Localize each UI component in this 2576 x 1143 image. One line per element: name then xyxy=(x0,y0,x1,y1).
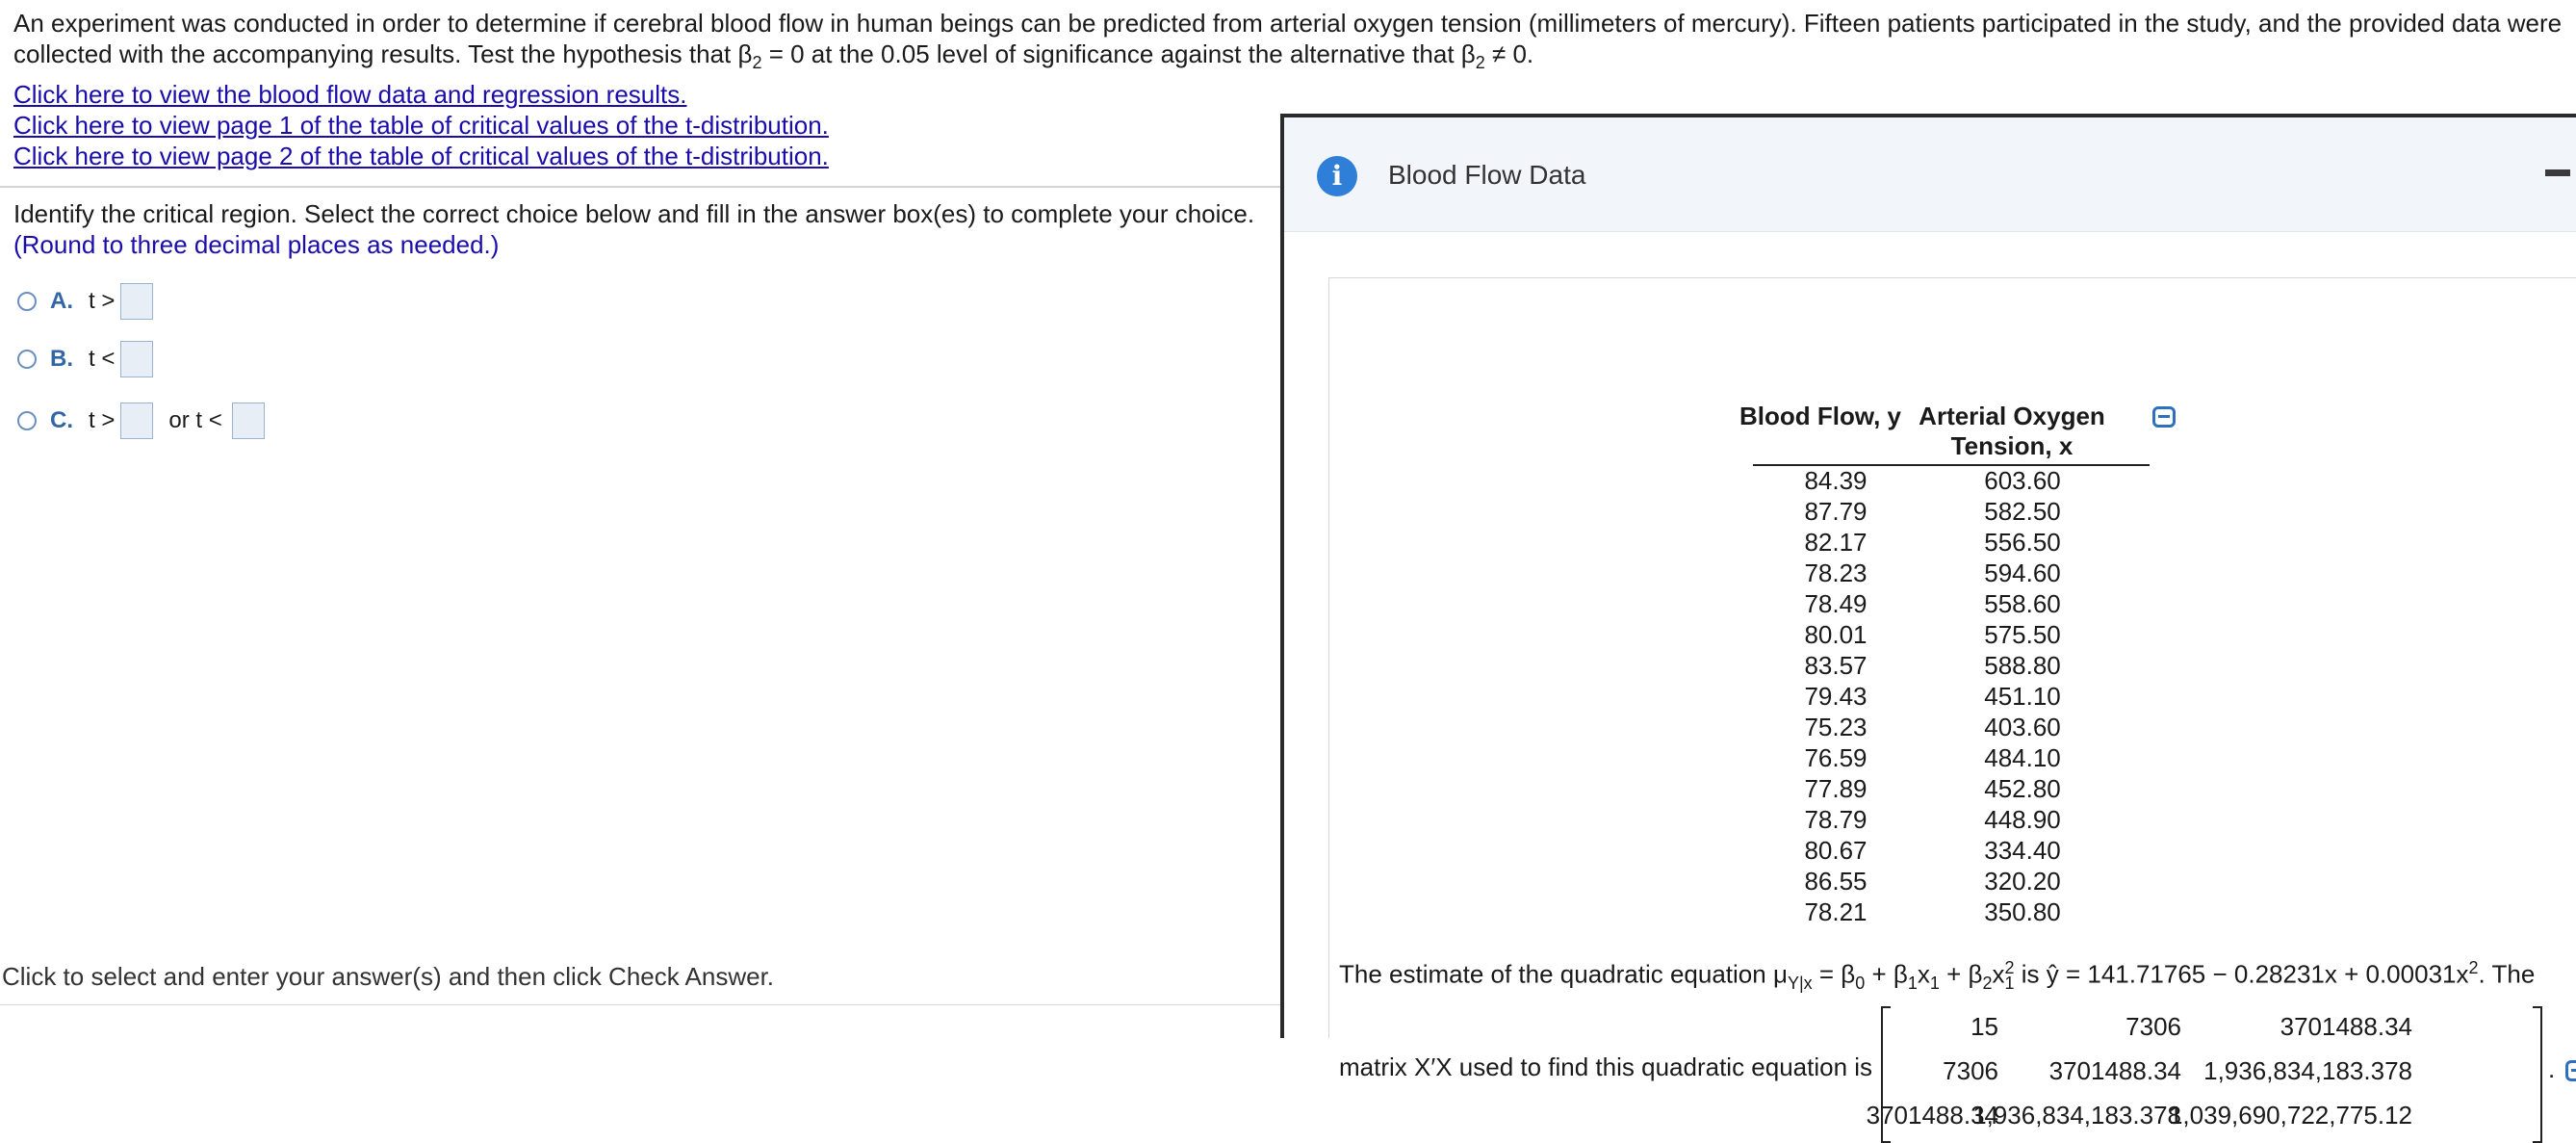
oxygen-cell: 451.10 xyxy=(1984,682,2061,711)
oxygen-cell: 403.60 xyxy=(1984,713,2061,741)
matrix-cell: 1,936,834,183.378 xyxy=(1972,1101,2181,1130)
blood-flow-cell: 80.67 xyxy=(1804,836,1868,865)
footer-divider xyxy=(0,1004,1280,1005)
matrix-copy-icon[interactable] xyxy=(2565,1060,2576,1081)
popup-title: Blood Flow Data xyxy=(1388,160,1586,190)
oxygen-cell: 558.60 xyxy=(1984,589,2061,618)
matrix-cell: 3701488.34 xyxy=(2280,1012,2412,1041)
matrix-cell: 3701488.34 xyxy=(1866,1101,1998,1130)
oxygen-cell: 320.20 xyxy=(1984,867,2061,896)
quadratic-equation: The estimate of the quadratic equation $\mu_{Y|x} = \beta_0 + \beta_1x_1 + \beta_2x^2_1$ is ŷ = $141.71765 - 0.28231x + 0.00031x^2$. The xyxy=(1339,958,2536,993)
oxygen-cell: 350.80 xyxy=(1984,897,2061,926)
blood-flow-cell: 75.23 xyxy=(1804,713,1868,741)
blood-flow-cell: 84.39 xyxy=(1804,466,1868,495)
blood-flow-column xyxy=(1759,465,1913,927)
matrix-cell: 3701488.34 xyxy=(2048,1056,2181,1085)
matrix-cell: 15 xyxy=(1971,1012,1998,1041)
choice-b[interactable]: B. t < xyxy=(17,341,159,377)
resource-links xyxy=(13,79,829,171)
blood-flow-cell: 78.49 xyxy=(1804,589,1868,618)
oxygen-column xyxy=(1945,465,2099,927)
oxygen-cell: 556.50 xyxy=(1984,528,2061,557)
choice-c-input-1[interactable] xyxy=(120,403,153,439)
blood-flow-cell: 86.55 xyxy=(1804,867,1868,896)
copy-icon[interactable] xyxy=(2152,406,2176,428)
oxygen-cell: 582.50 xyxy=(1984,497,2061,526)
matrix-cell: 1,039,690,722,775.12 xyxy=(2168,1101,2412,1130)
blood-flow-cell: 87.79 xyxy=(1804,497,1868,526)
choice-b-radio[interactable] xyxy=(17,350,37,369)
choice-b-input[interactable] xyxy=(120,341,153,377)
oxygen-cell: 448.90 xyxy=(1984,805,2061,834)
xtx-matrix xyxy=(1866,1006,2432,1141)
divider xyxy=(0,186,1280,188)
matrix-cell: 7306 xyxy=(1943,1056,1998,1085)
blood-flow-cell: 77.89 xyxy=(1804,774,1868,803)
problem-statement xyxy=(13,8,2564,78)
oxygen-cell: 452.80 xyxy=(1984,774,2061,803)
oxygen-cell: 334.40 xyxy=(1984,836,2061,865)
question xyxy=(13,198,1254,260)
matrix-label: matrix X′X used to find this quadratic equation is xyxy=(1339,1052,1873,1081)
blood-flow-cell: 78.23 xyxy=(1804,559,1868,587)
col-oxygen-header: Arterial Oxygen Tension, x xyxy=(1919,402,2105,460)
problem-line-2: collected with the accompanying results. Test the hypothesis that $\beta_2 = 0$ at the 0.05 level of significance against the alternative that $\beta_2 \ne 0$. xyxy=(13,39,1534,73)
t-table-page2-link[interactable]: Click here to view page 2 of the table of critical values of the t-distribution. xyxy=(13,142,829,170)
t-table-page1-link[interactable]: Click here to view page 1 of the table of critical values of the t-distribution. xyxy=(13,111,829,140)
blood-flow-cell: 79.43 xyxy=(1804,682,1868,711)
rounding-note: (Round to three decimal places as needed.) xyxy=(13,230,500,259)
problem-line-1: An experiment was conducted in order to determine if cerebral blood flow in human beings can be predicted from arterial oxygen tension (millimeters of mercury). Fifteen patients participated in the study, and the provided data were xyxy=(13,9,2563,38)
choice-c-radio[interactable] xyxy=(17,411,37,430)
data-panel xyxy=(1328,277,2576,1130)
matrix-cell: 7306 xyxy=(2125,1012,2181,1041)
matrix-cell: 1,936,834,183.378 xyxy=(2203,1056,2412,1085)
matrix-period: . xyxy=(2548,1054,2556,1083)
question-instruction: Identify the critical region. Select the correct choice below and fill in the answer box(es) to complete your choice. xyxy=(13,199,1255,228)
choice-a-input[interactable] xyxy=(120,283,153,320)
oxygen-cell: 594.60 xyxy=(1984,559,2061,587)
col-blood-flow-header: Blood Flow, y xyxy=(1739,402,1902,430)
oxygen-cell: 575.50 xyxy=(1984,620,2061,649)
choice-a[interactable]: A. t > xyxy=(17,283,159,320)
oxygen-cell: 603.60 xyxy=(1984,466,2061,495)
blood-flow-cell: 80.01 xyxy=(1804,620,1868,649)
popup-header[interactable] xyxy=(1284,117,2576,232)
blood-flow-popup[interactable] xyxy=(1280,114,2576,1130)
footer-instruction: Click to select and enter your answer(s) and then click Check Answer. xyxy=(2,962,775,991)
choice-a-radio[interactable] xyxy=(17,292,37,311)
blood-flow-cell: 82.17 xyxy=(1804,528,1868,557)
info-icon: i xyxy=(1317,156,1357,196)
blood-flow-cell: 78.21 xyxy=(1804,897,1868,926)
choice-c[interactable]: C. t > or t < xyxy=(17,403,270,439)
blood-flow-cell: 83.57 xyxy=(1804,651,1868,680)
matrix-right-bracket xyxy=(2533,1006,2542,1143)
blood-flow-cell: 78.79 xyxy=(1804,805,1868,834)
blood-flow-data-link[interactable]: Click here to view the blood flow data and regression results. xyxy=(13,80,687,109)
oxygen-cell: 484.10 xyxy=(1984,743,2061,772)
oxygen-cell: 588.80 xyxy=(1984,651,2061,680)
minimize-icon[interactable] xyxy=(2545,169,2570,176)
blood-flow-cell: 76.59 xyxy=(1804,743,1868,772)
choice-c-input-2[interactable] xyxy=(232,403,265,439)
